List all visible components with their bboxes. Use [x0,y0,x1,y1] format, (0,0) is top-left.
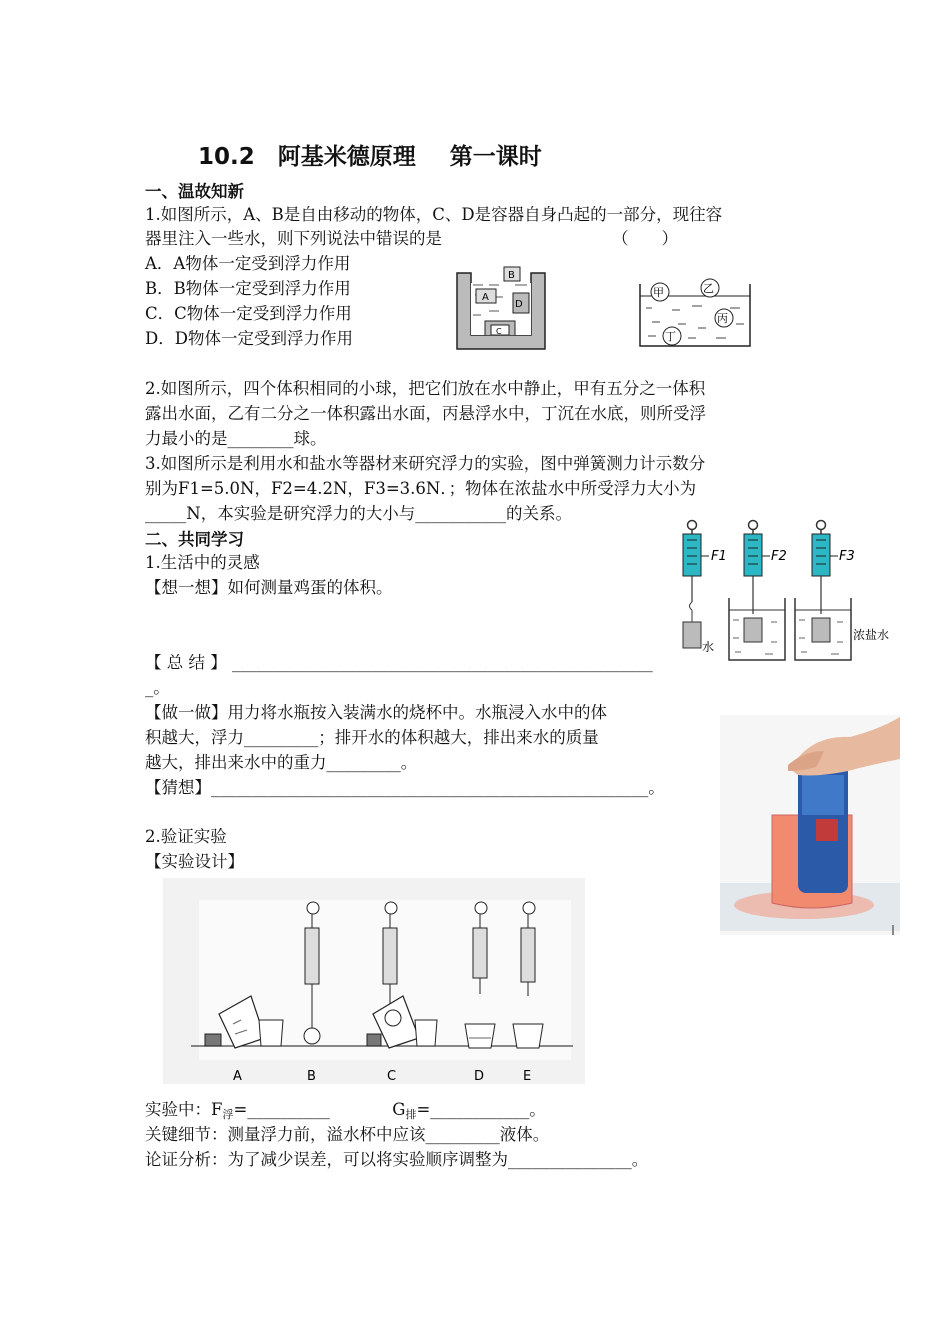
fig2-label-yi: 乙 [703,282,714,295]
balls-figure [632,272,758,350]
title-main: 10.2 阿基米德原理 [198,144,416,170]
label-f3: F3 [839,549,855,564]
g-displaced-blank: =____________。 [416,1100,546,1119]
experiment-formula [145,1097,546,1124]
q2-line1: 2.如图所示，四个体积相同的小球，把它们放在水中静止，甲有五分之一体积 [145,379,706,398]
fig1-label-b: B [508,270,515,281]
inspiration-heading: 1.生活中的灵感 [145,553,260,572]
scale-1 [683,521,727,655]
q2-line3: 力最小的是________球。 [145,429,327,448]
q1-line2: 器里注入一些水，则下列说法中错误的是 [145,229,442,248]
fig1-label-c: C [496,327,502,336]
do-line3: 越大，排出来水中的重力_________。 [145,753,418,772]
guess-line: 【猜想】_____________________________________________________。 [145,778,665,797]
f-buoyancy-blank: =__________ [233,1100,330,1119]
experiment-design-figure [163,878,585,1084]
fig2-label-ding: 丁 [665,330,676,343]
do-line2: 积越大，浮力_________；排开水的体积越大，排出来水的质量 [145,728,599,747]
label-step-a: A [233,1069,242,1084]
spring-scale-figure [675,518,903,664]
label-water-1: 水 [702,640,715,654]
q1-option-a: A．A物体一定受到浮力作用 [145,254,351,273]
fig1-label-a: A [482,292,489,303]
fig1-label-d: D [515,299,523,310]
q1-option-c: C．C物体一定受到浮力作用 [145,304,352,323]
do-line1: 【做一做】用力将水瓶按入装满水的烧杯中。水瓶浸入水中的体 [145,703,607,722]
key-detail: 关键细节：测量浮力前，溢水杯中应该_________液体。 [145,1125,550,1144]
g-displaced-sub: 排 [405,1108,417,1121]
section1-heading: 一、温故知新 [145,182,244,201]
f-buoyancy-sub: 浮 [222,1108,234,1121]
think-text: 【想一想】如何测量鸡蛋的体积。 [145,578,393,597]
g-displaced-label: G [392,1100,406,1119]
q1-option-b: B．B物体一定受到浮力作用 [145,279,351,298]
q3-line3: _____N，本实验是研究浮力的大小与___________的关系。 [145,504,572,523]
q3-line1: 3.如图所示是利用水和盐水等器材来研究浮力的实验，图中弹簧测力计示数分 [145,454,706,473]
design-heading: 【实验设计】 [145,852,244,871]
q1-option-d: D．D物体一定受到浮力作用 [145,329,353,348]
label-step-e: E [523,1069,532,1084]
fig2-label-jia: 甲 [653,286,664,299]
label-step-b: B [307,1069,316,1084]
q1-paren: （ ） [612,229,678,248]
label-salt-water: 浓盐水 [853,628,890,642]
q2-line2: 露出水面，乙有二分之一体积露出水面，丙悬浮水中，丁沉在水底，则所受浮 [145,404,706,423]
page-title [198,138,542,171]
label-step-d: D [474,1069,485,1084]
title-lesson: 第一课时 [449,144,542,170]
label-step-c: C [387,1069,397,1084]
label-f2: F2 [771,549,787,564]
section2-heading: 二、共同学习 [145,530,244,549]
verify-heading: 2.验证实验 [145,827,227,846]
q3-line2: 别为F1=5.0N，F2=4.2N，F3=3.6N．；物体在浓盐水中所受浮力大小为 [145,479,697,498]
scale-3 [795,521,889,661]
container-figure [455,265,547,351]
analysis-line: 论证分析：为了减少误差，可以将实验顺序调整为_______________。 [145,1150,649,1169]
summary-line: 【 总 结 】 ___________________________________________________ [145,653,653,672]
fig2-label-bing: 丙 [717,312,728,325]
label-f1: F1 [711,549,727,564]
f-buoyancy-label: 实验中：F [145,1100,223,1119]
q1-line1: 1.如图所示，A、B是自由移动的物体，C、D是容器自身凸起的一部分，现往容 [145,205,723,224]
summary-end: _。 [145,678,170,697]
scale-2 [729,521,787,661]
bottle-in-beaker-photo [720,715,900,935]
